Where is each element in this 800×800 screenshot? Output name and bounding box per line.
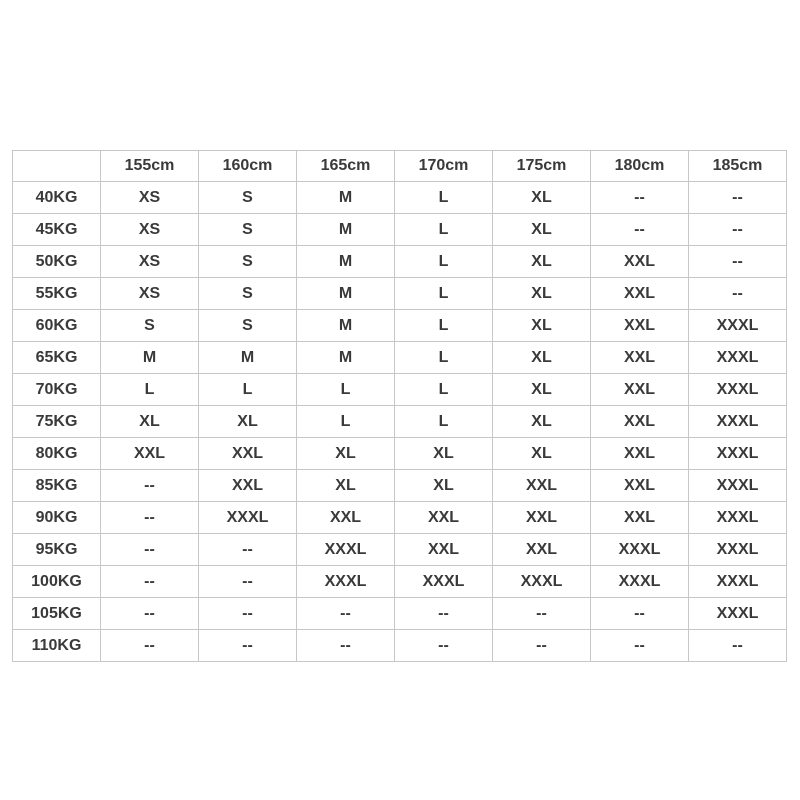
size-cell: -- xyxy=(101,598,199,630)
table-row xyxy=(13,438,787,470)
size-cell: XXL xyxy=(591,470,689,502)
size-cell: XXL xyxy=(591,278,689,310)
size-cell: -- xyxy=(297,630,395,662)
weight-label: 75KG xyxy=(13,406,101,438)
size-cell: XXL xyxy=(493,470,591,502)
weight-label: 100KG xyxy=(13,566,101,598)
size-cell: L xyxy=(395,342,493,374)
size-cell: XXL xyxy=(297,502,395,534)
size-cell: XL xyxy=(493,374,591,406)
size-cell: XL xyxy=(493,182,591,214)
size-cell: XXXL xyxy=(689,502,787,534)
height-header: 180cm xyxy=(591,151,689,182)
size-cell: -- xyxy=(591,182,689,214)
size-cell: -- xyxy=(493,630,591,662)
size-cell: XS xyxy=(101,246,199,278)
size-cell: S xyxy=(199,246,297,278)
table-row xyxy=(13,470,787,502)
size-cell: M xyxy=(297,278,395,310)
size-cell: L xyxy=(395,374,493,406)
size-cell: XXXL xyxy=(689,342,787,374)
size-cell: XXXL xyxy=(689,566,787,598)
size-cell: XL xyxy=(297,438,395,470)
size-cell: M xyxy=(199,342,297,374)
size-cell: XXXL xyxy=(689,470,787,502)
size-cell: L xyxy=(395,214,493,246)
size-cell: XXL xyxy=(591,246,689,278)
height-header: 170cm xyxy=(395,151,493,182)
table-row xyxy=(13,406,787,438)
table-row xyxy=(13,278,787,310)
height-header: 160cm xyxy=(199,151,297,182)
size-cell: XXL xyxy=(591,438,689,470)
size-cell: XXXL xyxy=(493,566,591,598)
table-row xyxy=(13,534,787,566)
size-cell: XL xyxy=(199,406,297,438)
size-cell: XXL xyxy=(395,502,493,534)
weight-label: 70KG xyxy=(13,374,101,406)
table-row xyxy=(13,214,787,246)
size-cell: -- xyxy=(101,566,199,598)
size-cell: XL xyxy=(493,310,591,342)
size-cell: XL xyxy=(395,438,493,470)
size-cell: XXL xyxy=(591,374,689,406)
size-cell: -- xyxy=(689,630,787,662)
size-cell: S xyxy=(199,214,297,246)
weight-label: 90KG xyxy=(13,502,101,534)
size-cell: M xyxy=(101,342,199,374)
size-cell: XXL xyxy=(591,406,689,438)
size-cell: S xyxy=(199,182,297,214)
size-cell: L xyxy=(101,374,199,406)
size-cell: -- xyxy=(101,630,199,662)
size-cell: XXXL xyxy=(689,438,787,470)
size-cell: M xyxy=(297,182,395,214)
size-cell: -- xyxy=(199,534,297,566)
size-cell: -- xyxy=(395,598,493,630)
weight-label: 105KG xyxy=(13,598,101,630)
table-row xyxy=(13,246,787,278)
size-cell: M xyxy=(297,310,395,342)
size-cell: XXXL xyxy=(689,374,787,406)
weight-label: 40KG xyxy=(13,182,101,214)
height-header: 155cm xyxy=(101,151,199,182)
size-cell: XXL xyxy=(493,534,591,566)
size-cell: S xyxy=(199,278,297,310)
size-cell: XXXL xyxy=(689,310,787,342)
size-cell: XXL xyxy=(101,438,199,470)
size-cell: XXXL xyxy=(689,534,787,566)
size-cell: XXL xyxy=(395,534,493,566)
size-cell: XL xyxy=(297,470,395,502)
size-cell: S xyxy=(101,310,199,342)
size-cell: -- xyxy=(689,246,787,278)
size-cell: -- xyxy=(101,534,199,566)
size-cell: -- xyxy=(689,278,787,310)
size-cell: XXL xyxy=(199,438,297,470)
size-cell: XXXL xyxy=(591,534,689,566)
size-cell: XXL xyxy=(493,502,591,534)
size-cell: XL xyxy=(101,406,199,438)
size-cell: XXXL xyxy=(297,534,395,566)
size-cell: XXXL xyxy=(199,502,297,534)
size-cell: XS xyxy=(101,278,199,310)
header-row xyxy=(13,151,787,182)
size-chart-table xyxy=(12,150,787,662)
size-cell: M xyxy=(297,214,395,246)
size-cell: L xyxy=(297,406,395,438)
table-row xyxy=(13,566,787,598)
size-cell: XL xyxy=(493,342,591,374)
size-cell: XXL xyxy=(591,502,689,534)
size-cell: S xyxy=(199,310,297,342)
size-cell: -- xyxy=(297,598,395,630)
size-cell: XL xyxy=(493,438,591,470)
weight-label: 85KG xyxy=(13,470,101,502)
table-row xyxy=(13,310,787,342)
size-cell: XS xyxy=(101,214,199,246)
size-cell: -- xyxy=(591,630,689,662)
size-cell: L xyxy=(395,310,493,342)
size-cell: -- xyxy=(493,598,591,630)
size-cell: XL xyxy=(395,470,493,502)
height-header: 165cm xyxy=(297,151,395,182)
size-cell: XXXL xyxy=(689,406,787,438)
size-cell: L xyxy=(297,374,395,406)
size-cell: M xyxy=(297,246,395,278)
size-cell: -- xyxy=(101,470,199,502)
size-cell: XL xyxy=(493,214,591,246)
table-row xyxy=(13,598,787,630)
size-cell: -- xyxy=(199,598,297,630)
table-row xyxy=(13,182,787,214)
weight-label: 45KG xyxy=(13,214,101,246)
size-cell: XXXL xyxy=(689,598,787,630)
size-cell: XXL xyxy=(199,470,297,502)
size-cell: -- xyxy=(591,214,689,246)
size-chart-body xyxy=(13,151,787,662)
weight-label: 50KG xyxy=(13,246,101,278)
size-cell: -- xyxy=(395,630,493,662)
size-cell: -- xyxy=(591,598,689,630)
weight-label: 55KG xyxy=(13,278,101,310)
size-cell: -- xyxy=(199,566,297,598)
size-cell: XXXL xyxy=(591,566,689,598)
weight-label: 65KG xyxy=(13,342,101,374)
table-row xyxy=(13,502,787,534)
weight-label: 60KG xyxy=(13,310,101,342)
size-cell: -- xyxy=(689,182,787,214)
table-row xyxy=(13,374,787,406)
weight-label: 95KG xyxy=(13,534,101,566)
size-cell: XS xyxy=(101,182,199,214)
weight-label: 110KG xyxy=(13,630,101,662)
size-cell: L xyxy=(395,406,493,438)
table-row xyxy=(13,342,787,374)
size-cell: -- xyxy=(689,214,787,246)
size-cell: L xyxy=(199,374,297,406)
size-cell: XXL xyxy=(591,342,689,374)
size-cell: -- xyxy=(199,630,297,662)
size-cell: XXL xyxy=(591,310,689,342)
size-cell: XXXL xyxy=(297,566,395,598)
size-cell: XL xyxy=(493,406,591,438)
corner-cell xyxy=(13,151,101,182)
size-cell: XL xyxy=(493,246,591,278)
table-row xyxy=(13,630,787,662)
size-cell: XXXL xyxy=(395,566,493,598)
size-cell: -- xyxy=(101,502,199,534)
size-cell: L xyxy=(395,246,493,278)
height-header: 175cm xyxy=(493,151,591,182)
size-cell: XL xyxy=(493,278,591,310)
size-cell: L xyxy=(395,278,493,310)
weight-label: 80KG xyxy=(13,438,101,470)
size-cell: M xyxy=(297,342,395,374)
height-header: 185cm xyxy=(689,151,787,182)
size-cell: L xyxy=(395,182,493,214)
